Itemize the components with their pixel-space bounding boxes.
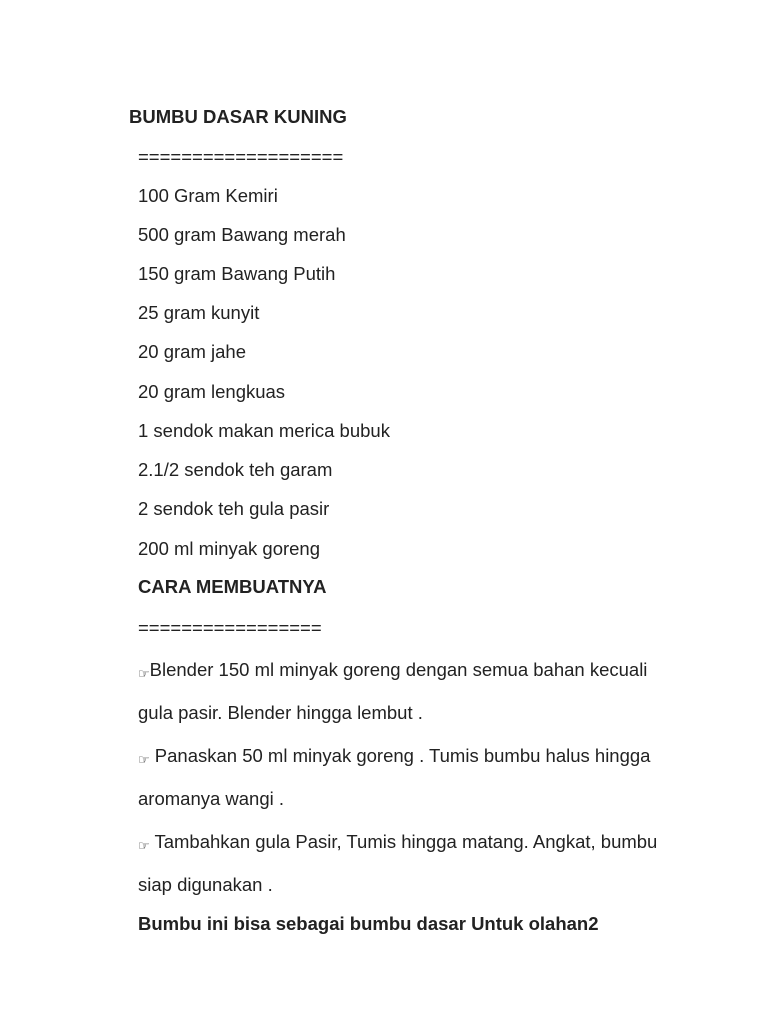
step-text-continued: gula pasir. Blender hingga lembut . (138, 702, 423, 723)
ingredient-item: 2 sendok teh gula pasir (138, 498, 330, 519)
ingredient-item: 200 ml minyak goreng (138, 538, 321, 559)
step-item (138, 831, 657, 856)
ingredient-item: 20 gram jahe (138, 341, 246, 362)
step-text-continued: siap digunakan . (138, 874, 273, 895)
ingredient-item: 500 gram Bawang merah (138, 224, 346, 245)
step-item (138, 745, 650, 770)
step-text: Blender 150 ml minyak goreng dengan semua bahan kecuali (149, 659, 648, 680)
separator: =================== (138, 146, 344, 167)
ingredient-item: 25 gram kunyit (138, 302, 260, 323)
step-text: Tambahkan gula Pasir, Tumis hingga matang. Angkat, bumbu (149, 831, 658, 852)
pointing-hand-icon: ☞ (138, 839, 150, 854)
ingredient-item: 1 sendok makan merica bubuk (138, 420, 390, 441)
method-heading: CARA MEMBUATNYA (138, 576, 327, 597)
closing-note: Bumbu ini bisa sebagai bumbu dasar Untuk olahan2 (138, 913, 599, 934)
step-item (138, 659, 647, 684)
pointing-hand-icon: ☞ (138, 667, 150, 682)
ingredient-item: 100 Gram Kemiri (138, 185, 278, 206)
ingredient-item: 2.1/2 sendok teh garam (138, 459, 333, 480)
ingredient-item: 150 gram Bawang Putih (138, 263, 336, 284)
step-text-continued: aromanya wangi . (138, 788, 285, 809)
separator: ================= (138, 617, 322, 638)
step-text: Panaskan 50 ml minyak goreng . Tumis bumbu halus hingga (149, 745, 651, 766)
ingredient-item: 20 gram lengkuas (138, 381, 286, 402)
pointing-hand-icon: ☞ (138, 753, 150, 768)
recipe-title: BUMBU DASAR KUNING (129, 106, 347, 127)
